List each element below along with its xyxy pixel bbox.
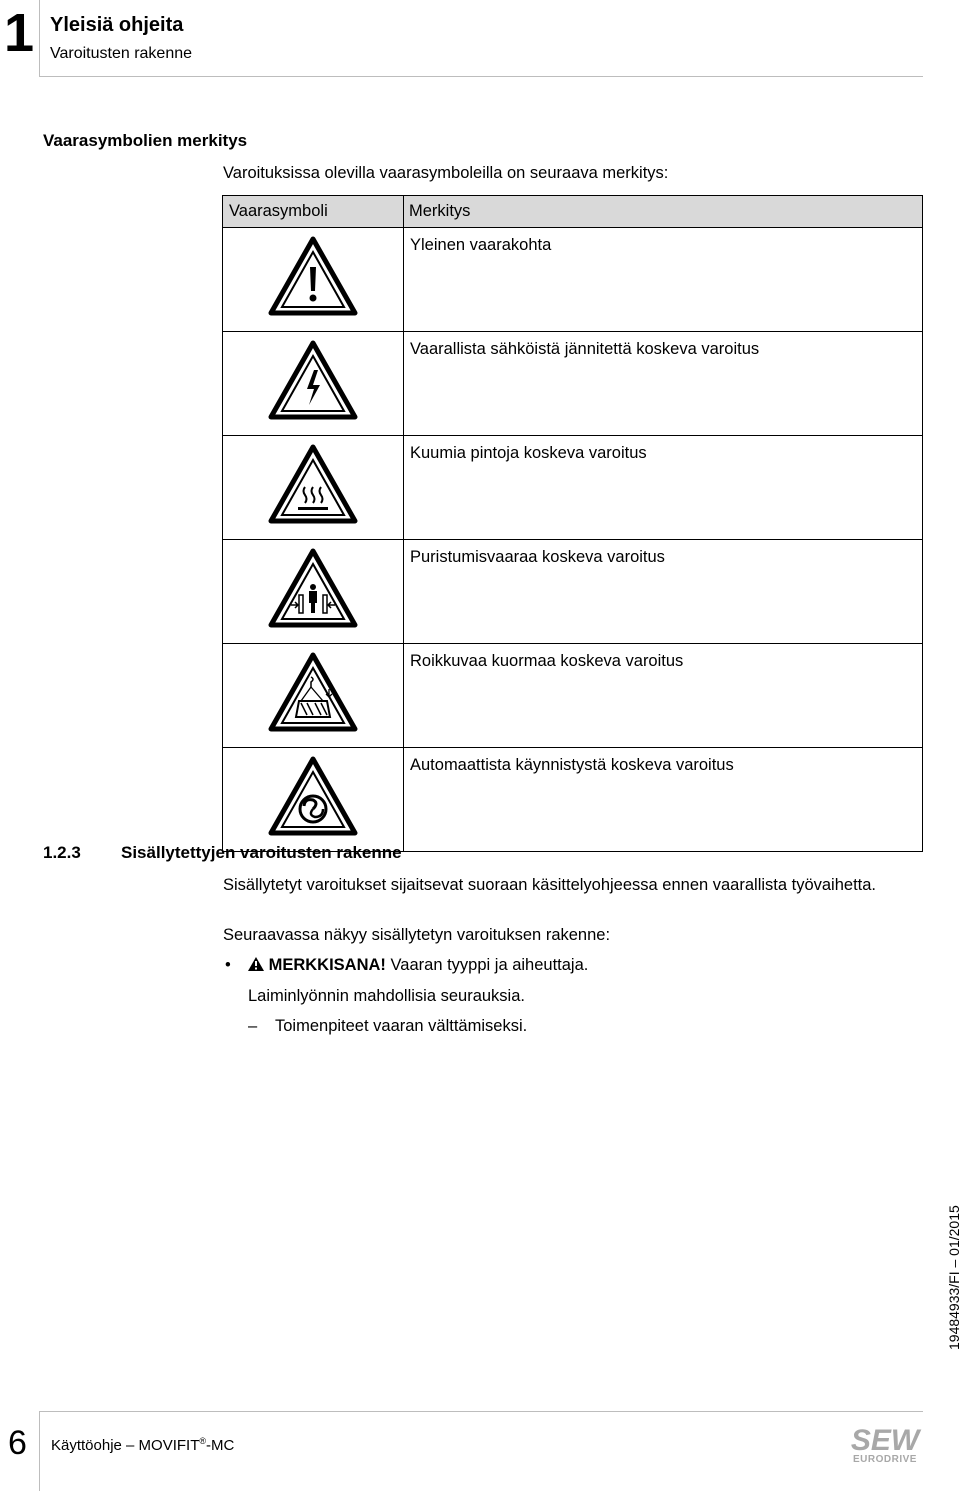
- logo-bottom-text: EURODRIVE: [853, 1454, 917, 1465]
- chapter-subtitle: Varoitusten rakenne: [50, 45, 193, 62]
- column-header-symbol: Vaarasymboli: [223, 196, 404, 228]
- meaning-text: Puristumisvaaraa koskeva varoitus: [404, 540, 923, 644]
- subsection-title: Sisällytettyjen varoitusten rakenne: [121, 843, 402, 862]
- manual-title-suffix: -MC: [206, 1437, 235, 1454]
- meaning-text: Kuumia pintoja koskeva varoitus: [404, 436, 923, 540]
- general-danger-icon: [267, 235, 359, 317]
- meaning-text: Roikkuvaa kuormaa koskeva varoitus: [404, 644, 923, 748]
- dash-marker: –: [248, 1017, 258, 1035]
- consequences-text: Laiminlyönnin mahdollisia seurauksia.: [248, 987, 525, 1005]
- bullet-marker: •: [225, 956, 231, 974]
- signal-word: MERKKISANA!: [268, 956, 386, 974]
- chapter-title: Yleisiä ohjeita: [50, 14, 184, 36]
- meaning-text: Yleinen vaarakohta: [404, 228, 923, 332]
- subsection-number: 1.2.3: [43, 843, 81, 862]
- automatic-restart-icon: [267, 755, 359, 837]
- table-row: [223, 436, 923, 540]
- meaning-text: Vaarallista sähköistä jännitettä koskeva varoitus: [404, 332, 923, 436]
- header-divider-horizontal: [39, 76, 923, 77]
- chapter-number: 1: [4, 3, 33, 63]
- table-header-row: [223, 196, 923, 228]
- structure-intro: Seuraavassa näkyy sisällytetyn varoituksen rakenne:: [223, 926, 611, 944]
- manual-title: [51, 1436, 234, 1454]
- table-row: [223, 644, 923, 748]
- logo-top-text: SEW: [850, 1424, 920, 1457]
- measures-text: Toimenpiteet vaaran välttämiseksi.: [275, 1017, 528, 1035]
- suspended-load-icon: [267, 651, 359, 733]
- meaning-text: Automaattista käynnistystä koskeva varoitus: [404, 748, 923, 852]
- sew-eurodrive-logo: [845, 1424, 925, 1469]
- warning-triangle-icon: [248, 957, 264, 971]
- subsection-paragraph: Sisällytetyt varoitukset sijaitsevat suoraan käsittelyohjeessa ennen vaarallista työvaihetta.: [223, 876, 877, 894]
- manual-title-prefix: Käyttöohje – MOVIFIT: [51, 1437, 200, 1454]
- hot-surface-icon: [267, 443, 359, 525]
- crushing-hazard-icon: [267, 547, 359, 629]
- registered-mark: ®: [199, 1436, 207, 1446]
- signal-word-line: [248, 956, 588, 975]
- section-intro: Varoituksissa olevilla vaarasymboleilla on seuraava merkitys:: [223, 164, 669, 182]
- hazard-type-text: Vaaran tyyppi ja aiheuttaja.: [385, 956, 589, 974]
- section-heading: Vaarasymbolien merkitys: [43, 131, 248, 150]
- table-row: [223, 540, 923, 644]
- footer-divider-vertical: [39, 1412, 40, 1491]
- electric-voltage-icon: [267, 339, 359, 421]
- table-row: [223, 332, 923, 436]
- table-row: [223, 748, 923, 852]
- table-row: [223, 228, 923, 332]
- footer-divider-horizontal: [39, 1411, 923, 1412]
- page-number: 6: [8, 1424, 27, 1462]
- column-header-meaning: Merkitys: [404, 196, 923, 228]
- hazard-symbol-table: [222, 195, 923, 852]
- document-id: 19484933/FI – 01/2015: [946, 1205, 962, 1350]
- header-divider-vertical: [39, 0, 40, 76]
